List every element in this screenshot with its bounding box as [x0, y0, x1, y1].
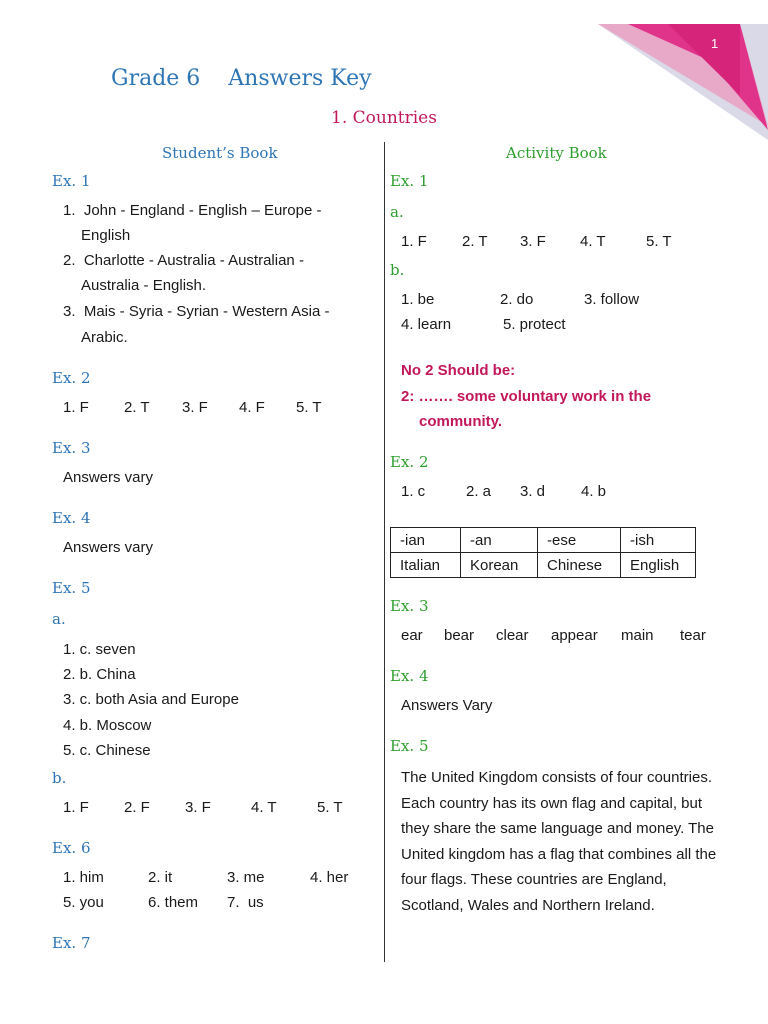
sb-ex5-b-answer: 5. T	[317, 799, 343, 816]
activity-book-heading: Activity Book	[506, 144, 607, 162]
table-cell: Korean	[461, 553, 538, 578]
ab-ex3-word: tear	[680, 627, 706, 644]
ab-ex1-a-answer: 1. F	[401, 233, 427, 250]
sb-ex5-b-answer: 4. T	[251, 799, 277, 816]
sb-ex5-b-label: b.	[52, 769, 67, 787]
ab-ex1-a-label: a.	[390, 203, 404, 221]
sb-ex2-answer: 1. F	[63, 399, 89, 416]
sb-ex1-line: Arabic.	[81, 329, 128, 346]
sb-ex2-label: Ex. 2	[52, 369, 91, 387]
sb-ex5-a-label: a.	[52, 610, 66, 628]
ab-ex2-label: Ex. 2	[390, 453, 429, 471]
sb-ex6-answer: 7. us	[227, 894, 264, 911]
sb-ex5-a-item: 3. c. both Asia and Europe	[63, 691, 239, 708]
table-cell: -an	[461, 528, 538, 553]
sb-ex5-a-item: 4. b. Moscow	[63, 717, 152, 734]
ab-ex1-a-answer: 5. T	[646, 233, 672, 250]
page-number: 1	[711, 36, 719, 51]
ab-ex1-b-label: b.	[390, 261, 405, 279]
sb-ex1-line: English	[81, 227, 131, 244]
sb-ex5-b-answer: 1. F	[63, 799, 89, 816]
sb-ex6-answer: 4. her	[310, 869, 349, 886]
table-cell: -ese	[538, 528, 621, 553]
sb-ex7-label: Ex. 7	[52, 934, 91, 952]
ab-ex3-word: ear	[401, 627, 423, 644]
sb-ex6-answer: 3. me	[227, 869, 265, 886]
sb-ex5-a-item: 2. b. China	[63, 666, 136, 683]
ab-ex1-b-answer: 1. be	[401, 291, 435, 308]
ab-ex1-b-answer: 2. do	[500, 291, 534, 308]
ab-ex1-a-answer: 3. F	[520, 233, 546, 250]
ab-ex4-label: Ex. 4	[390, 667, 429, 685]
table-cell: -ish	[621, 528, 696, 553]
correction-note-line: community.	[419, 413, 503, 430]
ab-ex3-word: main	[621, 627, 654, 644]
sb-ex5-a-item: 5. c. Chinese	[63, 742, 151, 759]
suffix-table	[390, 527, 696, 578]
ab-ex3-word: appear	[551, 627, 598, 644]
sb-ex6-answer: 6. them	[148, 894, 199, 911]
sb-ex2-answer: 5. T	[296, 399, 322, 416]
sb-ex1-label: Ex. 1	[52, 172, 91, 190]
ab-ex3-word: bear	[444, 627, 475, 644]
ab-ex1-b-answer: 5. protect	[503, 316, 566, 333]
ab-ex5-paragraph: The United Kingdom consists of four countries. Each country has its own flag and capital, but they share the same language and money. The United kingdom has a flag that combines all the four flags. These countries are England, Scotland, Wales and Northern Ireland.	[401, 769, 717, 914]
document-title: Grade 6 Answers Key	[111, 66, 372, 91]
sb-ex5-b-answer: 2. F	[124, 799, 150, 816]
ab-ex1-b-answer: 3. follow	[584, 291, 640, 308]
column-divider	[384, 142, 385, 962]
sb-ex6-answer: 1. him	[63, 869, 104, 886]
sb-ex4-text: Answers vary	[63, 539, 154, 556]
sb-ex3-label: Ex. 3	[52, 439, 91, 457]
table-header-row	[391, 528, 696, 553]
ab-ex2-answer: 1. c	[401, 483, 426, 500]
correction-note-line: 2: ……. some voluntary work in the	[401, 388, 652, 405]
ab-ex1-a-answer: 2. T	[462, 233, 488, 250]
table-cell: -ian	[391, 528, 461, 553]
sb-ex2-answer: 2. T	[124, 399, 150, 416]
sb-ex6-answer: 5. you	[63, 894, 104, 911]
correction-note-heading: No 2 Should be:	[401, 362, 516, 379]
sb-ex5-a-item: 1. c. seven	[63, 641, 136, 658]
table-row	[391, 553, 696, 578]
sb-ex5-label: Ex. 5	[52, 579, 91, 597]
sb-ex6-label: Ex. 6	[52, 839, 91, 857]
ab-ex1-b-answer: 4. learn	[401, 316, 452, 333]
ab-ex3-word: clear	[496, 627, 529, 644]
ab-ex5-label: Ex. 5	[390, 737, 429, 755]
unit-title: 1. Countries	[331, 108, 437, 128]
sb-ex2-answer: 3. F	[182, 399, 208, 416]
ab-ex3-label: Ex. 3	[390, 597, 429, 615]
ab-ex4-text: Answers Vary	[401, 697, 493, 714]
sb-ex4-label: Ex. 4	[52, 509, 91, 527]
ab-ex2-answer: 4. b	[581, 483, 607, 500]
ab-ex2-answer: 2. a	[466, 483, 492, 500]
sb-ex1-line: 3. Mais - Syria - Syrian - Western Asia -	[63, 303, 330, 320]
table-cell: English	[621, 553, 696, 578]
sb-ex3-text: Answers vary	[63, 469, 154, 486]
table-cell: Italian	[391, 553, 461, 578]
ab-ex1-label: Ex. 1	[390, 172, 429, 190]
sb-ex6-answer: 2. it	[148, 869, 173, 886]
sb-ex1-line: Australia - English.	[81, 277, 207, 294]
ab-ex1-a-answer: 4. T	[580, 233, 606, 250]
ab-ex2-answer: 3. d	[520, 483, 546, 500]
table-cell: Chinese	[538, 553, 621, 578]
sb-ex1-line: 2. Charlotte - Australia - Australian -	[63, 252, 304, 269]
sb-ex1-line: 1. John - England - English – Europe -	[63, 202, 322, 219]
students-book-heading: Student’s Book	[162, 144, 278, 162]
sb-ex5-b-answer: 3. F	[185, 799, 211, 816]
sb-ex2-answer: 4. F	[239, 399, 265, 416]
